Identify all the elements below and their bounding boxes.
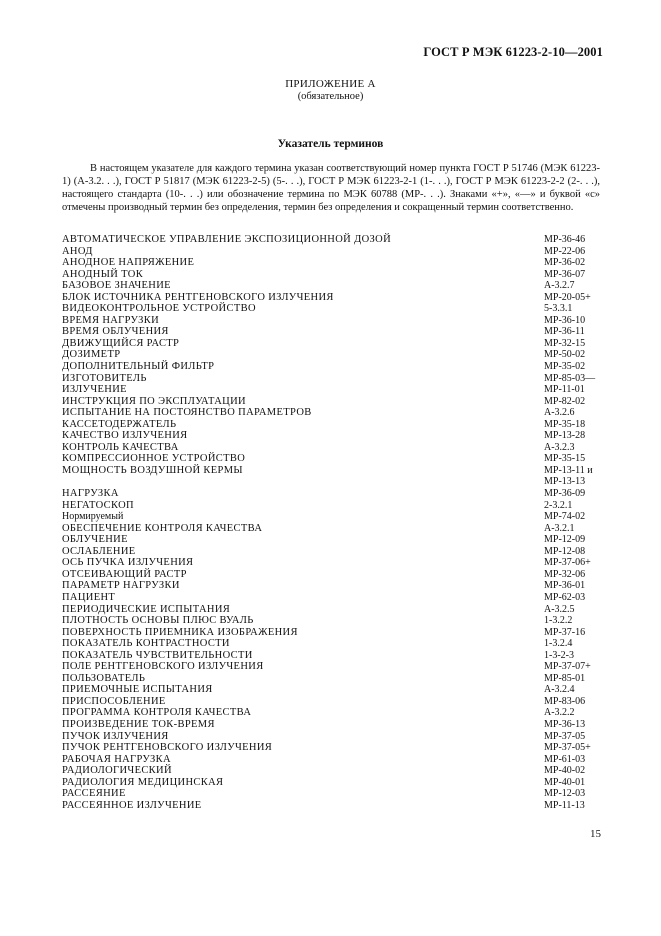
term-row [62, 557, 600, 569]
term-row [62, 777, 600, 789]
term-row [62, 696, 600, 708]
terms-index [62, 234, 600, 811]
term-reference: 1-3-2-3 [544, 649, 574, 661]
term-row [62, 280, 600, 292]
term-row [62, 373, 600, 385]
term-row [62, 257, 600, 269]
term-row [62, 315, 600, 327]
term-reference: МР-40-01 [544, 776, 586, 788]
term-name: РАДИОЛОГИЧЕСКИЙ [62, 765, 172, 777]
term-name: ПРИЕМОЧНЫЕ ИСПЫТАНИЯ [62, 684, 213, 696]
term-name: АНОДНОЕ НАПРЯЖЕНИЕ [62, 257, 195, 269]
term-name: РАДИОЛОГИЯ МЕДИЦИНСКАЯ [62, 776, 224, 788]
term-reference: МР-85-03— [544, 372, 596, 384]
term-reference: А-3.2.3 [544, 441, 575, 453]
term-name: КАЧЕСТВО ИЗЛУЧЕНИЯ [62, 430, 188, 442]
term-reference: МР-37-07+ [544, 661, 591, 673]
term-reference: МР-62-03 [544, 591, 586, 603]
term-reference: МР-32-15 [544, 337, 586, 349]
term-reference: МР-35-18 [544, 418, 586, 430]
term-reference: МР-36-07 [544, 268, 586, 280]
term-reference: МР-35-15 [544, 453, 586, 465]
term-name: ИСПЫТАНИЕ НА ПОСТОЯНСТВО ПАРАМЕТРОВ [62, 407, 312, 419]
term-row [62, 303, 600, 315]
standard-header: ГОСТ Р МЭК 61223-2-10—2001 [423, 45, 603, 59]
term-name: ПРИСПОСОБЛЕНИЕ [62, 695, 166, 707]
term-reference: А-3.2.2 [544, 707, 575, 719]
term-name: АНОДНЫЙ ТОК [62, 268, 144, 280]
term-reference: МР-20-05+ [544, 291, 591, 303]
term-reference: МР-36-13 [544, 718, 586, 730]
term-reference: А-3.2.1 [544, 522, 575, 534]
term-reference: МР-82-02 [544, 395, 586, 407]
term-row [62, 546, 600, 558]
term-name: ИЗГОТОВИТЕЛЬ [62, 372, 147, 384]
term-row [62, 488, 600, 500]
term-row [62, 246, 600, 258]
term-name: НАГРУЗКА [62, 488, 119, 500]
term-row [62, 534, 600, 546]
term-name: АНОД [62, 245, 93, 257]
term-name: ПОВЕРХНОСТЬ ПРИЕМНИКА ИЗОБРАЖЕНИЯ [62, 626, 298, 638]
term-row [62, 523, 600, 535]
term-row [62, 500, 600, 512]
term-name: РАБОЧАЯ НАГРУЗКА [62, 753, 171, 765]
term-name: ОБЛУЧЕНИЕ [62, 534, 128, 546]
term-name: ПРОГРАММА КОНТРОЛЯ КАЧЕСТВА [62, 707, 252, 719]
term-reference: МР-13-11 и МР-13-13 [544, 464, 593, 488]
term-row [62, 465, 600, 488]
term-row [62, 707, 600, 719]
term-reference: МР-36-09 [544, 488, 586, 500]
term-row [62, 684, 600, 696]
term-row [62, 650, 600, 662]
term-name: ОСЬ ПУЧКА ИЗЛУЧЕНИЯ [62, 557, 194, 569]
term-row [62, 742, 600, 754]
term-reference: МР-22-06 [544, 245, 586, 257]
term-row [62, 719, 600, 731]
term-name: МОЩНОСТЬ ВОЗДУШНОЙ КЕРМЫ [62, 464, 243, 476]
term-reference: МР-85-01 [544, 672, 586, 684]
term-name: ПУЧОК РЕНТГЕНОВСКОГО ИЗЛУЧЕНИЯ [62, 742, 273, 754]
term-row [62, 326, 600, 338]
term-row [62, 361, 600, 373]
term-row [62, 349, 600, 361]
appendix-subtitle: (обязательное) [297, 91, 364, 102]
term-reference: МР-36-11 [544, 326, 585, 338]
term-name: ОСЛАБЛЕНИЕ [62, 545, 136, 557]
term-reference: МР-36-02 [544, 257, 586, 269]
term-row [62, 442, 600, 454]
term-reference: 5-3.3.1 [544, 303, 573, 315]
term-name: ПЕРИОДИЧЕСКИЕ ИСПЫТАНИЯ [62, 603, 231, 615]
term-reference: МР-74-02 [544, 511, 586, 523]
term-reference: МР-11-13 [544, 799, 585, 811]
term-reference: МР-11-01 [544, 384, 585, 396]
term-name: ПАРАМЕТР НАГРУЗКИ [62, 580, 180, 592]
term-name: ВРЕМЯ НАГРУЗКИ [62, 314, 160, 326]
term-reference: МР-12-03 [544, 788, 586, 800]
term-reference: МР-37-16 [544, 626, 586, 638]
term-row [62, 592, 600, 604]
term-row [62, 731, 600, 743]
term-row [62, 234, 600, 246]
term-name: ОБЕСПЕЧЕНИЕ КОНТРОЛЯ КАЧЕСТВА [62, 522, 263, 534]
term-name: ПУЧОК ИЗЛУЧЕНИЯ [62, 730, 169, 742]
intro-paragraph: В настоящем указателе для каждого термина указан соответствующий номер пункта ГОСТ Р 51746 (МЭК 61223-1) (А-3.2. . .), ГОСТ Р 51817 (МЭК 61223-2-5) (5-. . .), ГОСТ Р МЭК 61223-2-1 (1-. . .), ГОСТ Р МЭК 61223-2-2 (2-. . .), настоящего стандарта (10-. . .) или обозначение термина по МЭК 60788 (МР-. . .). Знаками «+», «—» и буквой «с» отмечены производный термин без определения, термин без определения и сокращенный термин соответственно. [62, 163, 600, 213]
term-name: Нормируемый [62, 511, 124, 523]
term-reference: МР-37-06+ [544, 557, 591, 569]
term-name: ОТСЕИВАЮЩИЙ РАСТР [62, 568, 187, 580]
term-name: ПОКАЗАТЕЛЬ КОНТРАСТНОСТИ [62, 638, 230, 650]
term-row [62, 407, 600, 419]
term-name: ДОПОЛНИТЕЛЬНЫЙ ФИЛЬТР [62, 361, 215, 373]
term-name: КОМПРЕССИОННОЕ УСТРОЙСТВО [62, 453, 246, 465]
term-reference: МР-32-06 [544, 568, 586, 580]
term-reference: МР-12-09 [544, 534, 586, 546]
term-row [62, 604, 600, 616]
term-row [62, 430, 600, 442]
term-row [62, 384, 600, 396]
term-row [62, 615, 600, 627]
term-row [62, 569, 600, 581]
term-row [62, 338, 600, 350]
term-name: ДВИЖУЩИЙСЯ РАСТР [62, 337, 180, 349]
term-reference: А-3.2.5 [544, 603, 575, 615]
term-name: КАССЕТОДЕРЖАТЕЛЬ [62, 418, 177, 430]
term-reference: А-3.2.6 [544, 407, 575, 419]
term-name: ДОЗИМЕТР [62, 349, 121, 361]
term-reference: МР-36-46 [544, 234, 586, 245]
term-row [62, 754, 600, 766]
term-reference: МР-36-10 [544, 314, 586, 326]
term-row [62, 638, 600, 650]
term-row [62, 292, 600, 304]
term-row [62, 627, 600, 639]
term-reference: МР-13-28 [544, 430, 586, 442]
term-row [62, 453, 600, 465]
term-name: ПОКАЗАТЕЛЬ ЧУВСТВИТЕЛЬНОСТИ [62, 649, 253, 661]
term-name: ИЗЛУЧЕНИЕ [62, 384, 127, 396]
term-reference: МР-50-02 [544, 349, 586, 361]
page-number: 15 [590, 828, 601, 840]
term-row [62, 788, 600, 800]
section-title: Указатель терминов [277, 138, 384, 150]
term-name: БЛОК ИСТОЧНИКА РЕНТГЕНОВСКОГО ИЗЛУЧЕНИЯ [62, 291, 334, 303]
term-name: ПОЛЕ РЕНТГЕНОВСКОГО ИЗЛУЧЕНИЯ [62, 661, 264, 673]
term-row [62, 419, 600, 431]
appendix-title: ПРИЛОЖЕНИЕ А [285, 78, 376, 90]
term-reference: 1-3.2.2 [544, 615, 573, 627]
term-name: ПЛОТНОСТЬ ОСНОВЫ ПЛЮС ВУАЛЬ [62, 615, 254, 627]
term-reference: МР-12-08 [544, 545, 586, 557]
term-reference: 2-3.2.1 [544, 499, 573, 511]
term-name: КОНТРОЛЬ КАЧЕСТВА [62, 441, 179, 453]
term-name: АВТОМАТИЧЕСКОЕ УПРАВЛЕНИЕ ЭКСПОЗИЦИОННОЙ ДОЗОЙ [62, 234, 392, 245]
term-row [62, 396, 600, 408]
term-name: РАССЕЯНИЕ [62, 788, 126, 800]
term-name: РАССЕЯННОЕ ИЗЛУЧЕНИЕ [62, 799, 202, 811]
term-name: ВРЕМЯ ОБЛУЧЕНИЯ [62, 326, 169, 338]
term-reference: МР-37-05 [544, 730, 586, 742]
term-reference: МР-61-03 [544, 753, 586, 765]
term-reference: МР-35-02 [544, 361, 586, 373]
term-reference: МР-36-01 [544, 580, 586, 592]
term-row [62, 765, 600, 777]
term-name: БАЗОВОЕ ЗНАЧЕНИЕ [62, 280, 171, 292]
term-row [62, 800, 600, 812]
term-name: ПОЛЬЗОВАТЕЛЬ [62, 672, 146, 684]
term-row [62, 511, 600, 523]
term-name: ВИДЕОКОНТРОЛЬНОЕ УСТРОЙСТВО [62, 303, 256, 315]
term-name: ПАЦИЕНТ [62, 591, 116, 603]
term-reference: 1-3.2.4 [544, 638, 573, 650]
term-name: ПРОИЗВЕДЕНИЕ ТОК-ВРЕМЯ [62, 718, 215, 730]
term-row [62, 580, 600, 592]
term-row [62, 673, 600, 685]
term-name: ИНСТРУКЦИЯ ПО ЭКСПЛУАТАЦИИ [62, 395, 246, 407]
term-reference: МР-83-06 [544, 695, 586, 707]
term-reference: А-3.2.7 [544, 280, 575, 292]
term-reference: МР-37-05+ [544, 742, 591, 754]
term-name: НЕГАТОСКОП [62, 499, 134, 511]
term-reference: МР-40-02 [544, 765, 586, 777]
term-reference: А-3.2.4 [544, 684, 575, 696]
term-row [62, 661, 600, 673]
term-row [62, 269, 600, 281]
